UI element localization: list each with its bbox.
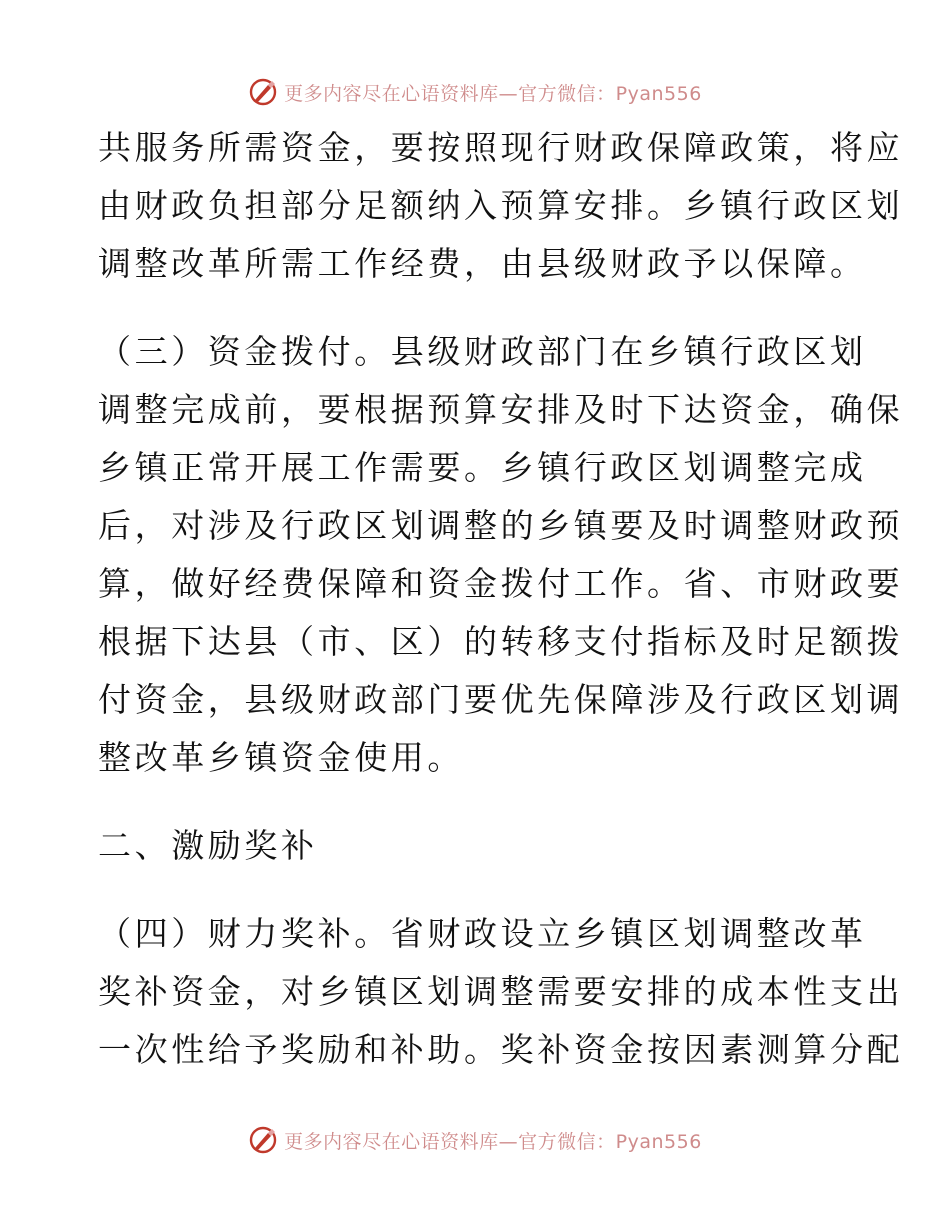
body-line-15: 一次性给予奖励和补助。奖补资金按因素测算分配 — [98, 1030, 904, 1069]
body-line-2: 由财政负担部分足额纳入预算安排。乡镇行政区划 — [98, 186, 904, 225]
pen-logo-icon — [248, 77, 278, 107]
body-line-7: 后，对涉及行政区划调整的乡镇要及时调整财政预 — [98, 506, 904, 545]
footer-watermark-text: 更多内容尽在心语资料库—官方微信：Pyan556 — [284, 1130, 702, 1153]
body-line-14: 奖补资金，对乡镇区划调整需要安排的成本性支出 — [98, 972, 904, 1011]
body-line-8: 算，做好经费保障和资金拨付工作。省、市财政要 — [98, 564, 904, 603]
body-line-4: （三）资金拨付。县级财政部门在乡镇行政区划 — [98, 332, 867, 371]
body-line-1: 共服务所需资金，要按照现行财政保障政策，将应 — [98, 128, 904, 167]
page-footer-watermark — [0, 1120, 950, 1160]
document-body — [98, 124, 904, 1084]
pen-logo-icon — [248, 1125, 278, 1155]
body-line-6: 乡镇正常开展工作需要。乡镇行政区划调整完成 — [98, 448, 867, 487]
body-line-11: 整改革乡镇资金使用。 — [98, 738, 464, 777]
header-watermark-text: 更多内容尽在心语资料库—官方微信：Pyan556 — [284, 82, 702, 105]
body-line-10: 付资金，县级财政部门要优先保障涉及行政区划调 — [98, 680, 904, 719]
body-line-3: 调整改革所需工作经费，由县级财政予以保障。 — [98, 244, 867, 283]
body-line-5: 调整完成前，要根据预算安排及时下达资金，确保 — [98, 390, 904, 429]
body-line-13: （四）财力奖补。省财政设立乡镇区划调整改革 — [98, 914, 867, 953]
page-header-watermark — [0, 72, 950, 112]
section-heading: 二、激励奖补 — [98, 826, 318, 865]
body-line-9: 根据下达县（市、区）的转移支付指标及时足额拨 — [98, 622, 904, 661]
